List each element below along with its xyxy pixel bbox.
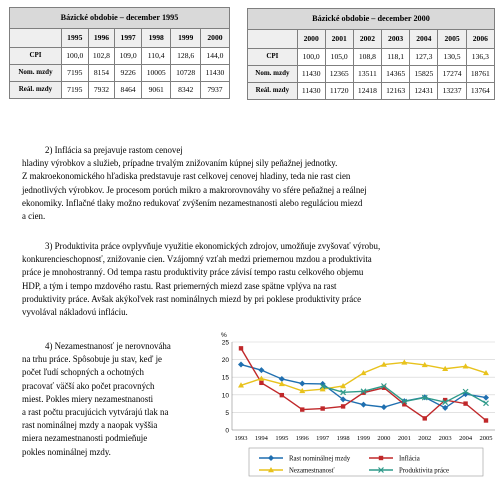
table-cell: 12431 <box>410 83 438 100</box>
table-cell: 18761 <box>466 66 494 83</box>
x-tick-label: 2001 <box>397 435 411 442</box>
x-tick-label: 2003 <box>438 435 452 442</box>
table-cell: 118,1 <box>382 49 410 66</box>
data-point <box>259 381 263 385</box>
paragraph-inflation <box>22 144 475 223</box>
data-point <box>239 346 243 350</box>
text-line: 4) Nezamestnanosť je nerovnováha <box>45 341 171 351</box>
year-header: 2006 <box>466 30 494 49</box>
text-line: rast nominálnej mzdy a naopak vyššia <box>22 420 158 431</box>
text-line: vyvolával nákladovú infláciu. <box>22 307 128 318</box>
year-header: 1996 <box>88 29 115 48</box>
y-tick-label: 25 <box>221 339 229 347</box>
year-header: 2003 <box>382 30 410 49</box>
table-cell: 8342 <box>171 82 200 99</box>
x-tick-label: 1993 <box>234 435 248 442</box>
x-tick-label: 1999 <box>357 435 370 442</box>
table-cell: 11430 <box>297 83 325 100</box>
x-tick-label: 2002 <box>418 435 432 442</box>
year-header: 2004 <box>410 30 438 49</box>
data-point <box>484 418 488 422</box>
y-axis-label: % <box>221 332 227 339</box>
text-line: miest. Pokles miery nezamestnanosti <box>22 393 154 404</box>
table-cell: 9226 <box>115 65 142 82</box>
table-cell: 10728 <box>171 65 200 82</box>
table-cell: 102,8 <box>88 48 115 65</box>
table-cell: 8154 <box>88 65 115 82</box>
table-cell: 14365 <box>382 66 410 83</box>
data-point <box>361 402 367 408</box>
year-header: 2005 <box>438 30 466 49</box>
table-cell: 7195 <box>61 65 88 82</box>
data-point <box>483 395 489 401</box>
row-label: CPI <box>248 49 298 66</box>
table-cell: 11430 <box>297 66 325 83</box>
row-label: Reál. mzdy <box>248 83 298 100</box>
paragraph-unemployment <box>22 340 188 459</box>
year-header: 2002 <box>353 30 381 49</box>
table-cell: 11430 <box>200 65 229 82</box>
y-tick-label: 0 <box>225 427 229 435</box>
table-cell: 8464 <box>115 82 142 99</box>
data-point <box>299 381 305 387</box>
table-cell: 13764 <box>466 83 494 100</box>
table-cpi-2000 <box>247 8 495 100</box>
table-title: Bázické obdobie – december 2000 <box>248 9 495 30</box>
x-tick-label: 1994 <box>254 435 268 442</box>
data-point <box>300 407 304 411</box>
table-cell: 13511 <box>353 66 381 83</box>
data-point <box>463 401 467 405</box>
x-tick-label: 1995 <box>275 435 289 442</box>
table-cell: 109,0 <box>115 48 142 65</box>
x-tick-label: 2000 <box>377 435 391 442</box>
x-tick-label: 1996 <box>295 435 309 442</box>
legend-label: Nezamestnanosť <box>289 467 335 475</box>
table-corner-cell <box>248 30 298 49</box>
legend-label: Inflácia <box>399 455 420 463</box>
table-cell: 15825 <box>410 66 438 83</box>
text-line: HDP, a tým i tempo mzdového rastu. Rast priemerných miezd zase spätne vplýva na rast <box>22 280 337 291</box>
table-cell: 105,0 <box>325 49 353 66</box>
series-line <box>241 348 486 420</box>
y-tick-label: 10 <box>221 392 229 400</box>
row-label: CPI <box>10 48 62 65</box>
table-cell: 100,0 <box>61 48 88 65</box>
year-header: 2000 <box>297 30 325 49</box>
x-tick-label: 1997 <box>316 435 330 442</box>
table-title: Bázické obdobie – december 1995 <box>10 8 230 29</box>
year-header: 2001 <box>325 30 353 49</box>
row-label: Reál. mzdy <box>10 82 62 99</box>
table-corner-cell <box>10 29 62 48</box>
row-label: Nom. mzdy <box>248 66 298 83</box>
text-line: miera nezamestnanosti podmieňuje <box>22 433 148 444</box>
data-point <box>381 404 387 410</box>
table-cell: 12365 <box>325 66 353 83</box>
table-cell: 130,5 <box>438 49 466 66</box>
text-line: Z makroekonomického hľadiska predstavuje rast celkovej cenovej hladiny, teda nie rast cien <box>22 171 351 182</box>
data-point <box>340 383 346 388</box>
table-cell: 17274 <box>438 66 466 83</box>
paragraph-productivity <box>22 240 474 319</box>
data-point <box>320 406 324 410</box>
table-cpi-1995 <box>9 7 230 99</box>
table-cell: 13237 <box>438 83 466 100</box>
row-label: Nom. mzdy <box>10 65 62 82</box>
text-line: 3) Produktivita práce ovplyvňuje využitie ekonomických zdrojov, umožňuje zvyšovať výrobu, <box>45 241 381 251</box>
text-line: jednotlivých výrobkov. Je procesom porúch mikro a makrorovnováhy vo sfére peňažnej a reálnej <box>22 184 367 195</box>
data-point <box>238 362 244 368</box>
table-cell: 136,3 <box>466 49 494 66</box>
x-tick-label: 1998 <box>336 435 350 442</box>
text-line: pracovať väčší ako počet pracovných <box>22 380 155 391</box>
text-line: a rast počtu pracujúcich vytvárajú tlak na <box>22 407 169 418</box>
x-tick-label: 2005 <box>479 435 493 442</box>
data-point <box>423 416 427 420</box>
legend-marker <box>379 456 383 460</box>
table-cell: 12163 <box>382 83 410 100</box>
table-cell: 7932 <box>88 82 115 99</box>
legend-label: Rast nominálnej mzdy <box>289 455 351 463</box>
data-point <box>341 404 345 408</box>
text-line: 2) Inflácia sa prejavuje rastom cenovej <box>45 145 183 155</box>
table-cell: 7937 <box>200 82 229 99</box>
data-point <box>280 393 284 397</box>
year-header: 1998 <box>141 29 170 48</box>
table-cell: 9061 <box>141 82 170 99</box>
table-cell: 108,8 <box>353 49 381 66</box>
text-line: práce je mnohostranný. Od tempa rastu produktivity práce závisí tempo rastu celkového objemu <box>22 267 364 278</box>
text-line: produktivity práce. Avšak akýkoľvek rast nominálnych miezd by pri poklese produktivity práce <box>22 293 362 304</box>
table-cell: 7195 <box>61 82 88 99</box>
table-cell: 127,3 <box>410 49 438 66</box>
year-header: 1995 <box>61 29 88 48</box>
table-cell: 100,0 <box>297 49 325 66</box>
y-tick-label: 20 <box>221 357 229 365</box>
text-line: a cien. <box>22 211 46 222</box>
data-point <box>484 401 489 406</box>
text-line: na trhu práce. Spôsobuje ju stav, keď je <box>22 354 162 365</box>
y-tick-label: 15 <box>221 374 229 382</box>
text-line: pokles nominálnej mzdy. <box>22 446 111 457</box>
year-header: 2000 <box>200 29 229 48</box>
table-cell: 110,4 <box>141 48 170 65</box>
text-line: hladiny výrobkov a služieb, prípadne trvalým znižovaním kúpnej sily peňažnej jednotky. <box>22 158 338 169</box>
table-cell: 12418 <box>353 83 381 100</box>
x-tick-label: 2004 <box>459 435 473 442</box>
year-header: 1999 <box>171 29 200 48</box>
text-line: počet ľudí schopných a ochotných <box>22 367 144 378</box>
table-cell: 11720 <box>325 83 353 100</box>
y-tick-label: 5 <box>225 409 229 417</box>
text-line: konkurencieschopnosť, znižovanie cien. Vzájomný vzťah medzi priemernou mzdou a produktivita <box>22 254 372 265</box>
year-header: 1997 <box>115 29 142 48</box>
legend-label: Produktivita práce <box>399 467 450 475</box>
table-cell: 144,0 <box>200 48 229 65</box>
indicators-line-chart <box>219 330 501 482</box>
text-line: ekonomiky. Inflačné tlaky možno redukovať zvýšením nezamestnanosti alebo reguláciou miezd <box>22 197 363 208</box>
table-cell: 10005 <box>141 65 170 82</box>
table-cell: 128,6 <box>171 48 200 65</box>
data-point <box>258 367 264 373</box>
